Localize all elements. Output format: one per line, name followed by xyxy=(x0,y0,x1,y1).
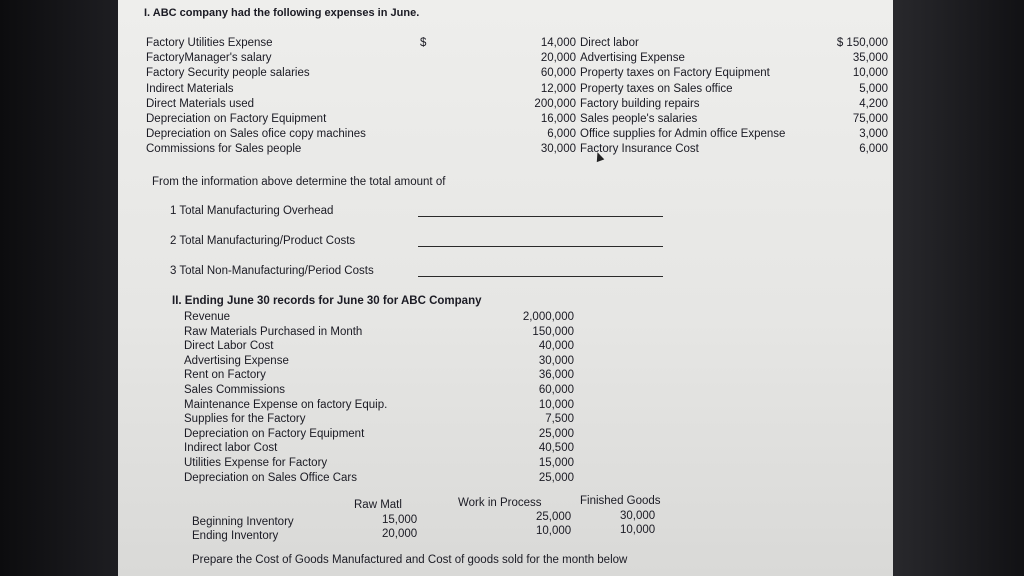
section2-value: 10,000 xyxy=(538,398,574,411)
left-label: Indirect Materials xyxy=(146,82,234,95)
inventory-ending-wip: 10,000 xyxy=(536,525,572,537)
right-label: Office supplies for Admin office Expense xyxy=(580,128,786,141)
section2-label: Indirect labor Cost xyxy=(184,442,278,455)
right-value: 75,000 xyxy=(852,113,888,126)
right-label: Direct labor xyxy=(580,37,639,49)
section1-title: I. ABC company had the following expenses in June. xyxy=(144,7,420,19)
left-label: Factory Security people salaries xyxy=(146,67,310,80)
section2-value: 40,500 xyxy=(538,442,574,455)
left-label: Direct Materials used xyxy=(146,97,255,110)
right-label: Sales people's salaries xyxy=(580,113,698,126)
inventory-header-finished-goods: Finished Goods xyxy=(580,495,661,507)
question-period-costs: 3 Total Non-Manufacturing/Period Costs xyxy=(170,265,374,277)
answer-blank-period-costs xyxy=(418,276,663,277)
section1-prompt: From the information above determine the total amount of xyxy=(152,176,446,188)
section2-value: 60,000 xyxy=(538,383,574,396)
section2-value: 36,000 xyxy=(538,369,574,382)
right-value: 6,000 xyxy=(859,143,888,156)
monitor-bezel-left xyxy=(0,0,120,576)
section2-value: 15,000 xyxy=(538,456,574,469)
right-value: 4,200 xyxy=(859,97,888,110)
section2-labels xyxy=(184,310,387,485)
section2-value: 30,000 xyxy=(538,354,574,367)
answer-blank-product-costs xyxy=(418,246,663,247)
footer-instruction: Prepare the Cost of Goods Manufactured and Cost of goods sold for the month below xyxy=(192,554,628,566)
inventory-beginning-wip: 25,000 xyxy=(536,511,572,523)
monitor-bezel-right xyxy=(884,0,1024,576)
right-label: Factory Insurance Cost xyxy=(580,143,699,156)
section2-label: Sales Commissions xyxy=(184,383,285,396)
section2-value: 25,000 xyxy=(538,471,574,484)
inventory-row-label-ending: Ending Inventory xyxy=(192,530,279,542)
inventory-header-raw-matl: Raw Matl xyxy=(354,499,402,511)
question-product-costs: 2 Total Manufacturing/Product Costs xyxy=(170,235,356,247)
section2-label: Revenue xyxy=(184,311,231,323)
left-label: FactoryManager's salary xyxy=(146,52,272,65)
section2-label: Supplies for the Factory xyxy=(184,413,306,426)
worksheet xyxy=(118,0,893,576)
section2-label: Depreciation on Factory Equipment xyxy=(184,427,365,440)
section1-right-values xyxy=(810,36,888,158)
section2-value: 150,000 xyxy=(532,325,574,338)
section1-right-labels xyxy=(580,36,785,158)
section2-value: 40,000 xyxy=(538,340,574,353)
right-value: 3,000 xyxy=(859,128,888,141)
section2-label: Advertising Expense xyxy=(184,354,289,367)
right-label: Property taxes on Sales office xyxy=(580,82,733,95)
left-label: Depreciation on Sales ofice copy machines xyxy=(146,128,366,141)
section1-left-labels xyxy=(146,36,366,158)
inventory-header-wip: Work in Process xyxy=(458,497,542,509)
left-value: 12,000 xyxy=(540,82,576,95)
left-label: Factory Utilities Expense xyxy=(146,37,273,49)
left-label: Depreciation on Factory Equipment xyxy=(146,113,327,126)
left-value: 60,000 xyxy=(540,67,576,80)
section2-value: 7,500 xyxy=(545,413,574,426)
right-label: Advertising Expense xyxy=(580,52,685,65)
right-value: 5,000 xyxy=(859,82,888,95)
section2-label: Utilities Expense for Factory xyxy=(184,456,328,469)
section1-left-values xyxy=(508,36,576,158)
inventory-ending-raw: 20,000 xyxy=(382,528,418,540)
right-label: Factory building repairs xyxy=(580,97,700,110)
left-value: 6,000 xyxy=(547,128,576,141)
left-value: 14,000 xyxy=(540,37,576,49)
section2-value: 25,000 xyxy=(538,427,574,440)
section2-value: 2,000,000 xyxy=(522,311,574,323)
right-label: Property taxes on Factory Equipment xyxy=(580,67,770,80)
question-overhead: 1 Total Manufacturing Overhead xyxy=(170,205,334,217)
inventory-beginning-fg: 30,000 xyxy=(620,510,656,522)
left-value: 200,000 xyxy=(534,97,576,110)
answer-blank-overhead xyxy=(418,216,663,217)
section2-label: Maintenance Expense on factory Equip. xyxy=(184,398,388,411)
section2-label: Depreciation on Sales Office Cars xyxy=(184,471,358,484)
left-value: 20,000 xyxy=(540,52,576,65)
dollar-sign: $ xyxy=(420,37,427,49)
inventory-ending-fg: 10,000 xyxy=(620,524,656,536)
section2-title: II. Ending June 30 records for June 30 for ABC Company xyxy=(172,295,482,307)
section2-label: Rent on Factory xyxy=(184,369,266,382)
inventory-beginning-raw: 15,000 xyxy=(382,514,418,526)
section2-values xyxy=(498,310,574,485)
right-value: 10,000 xyxy=(852,67,888,80)
left-value: 30,000 xyxy=(540,143,576,156)
right-value: 35,000 xyxy=(852,52,888,65)
section2-label: Raw Materials Purchased in Month xyxy=(184,325,363,338)
left-label: Commissions for Sales people xyxy=(146,143,302,156)
inventory-row-label-beginning: Beginning Inventory xyxy=(192,516,294,528)
right-value: $ 150,000 xyxy=(836,37,888,49)
section2-label: Direct Labor Cost xyxy=(184,340,274,353)
left-value: 16,000 xyxy=(540,113,576,126)
